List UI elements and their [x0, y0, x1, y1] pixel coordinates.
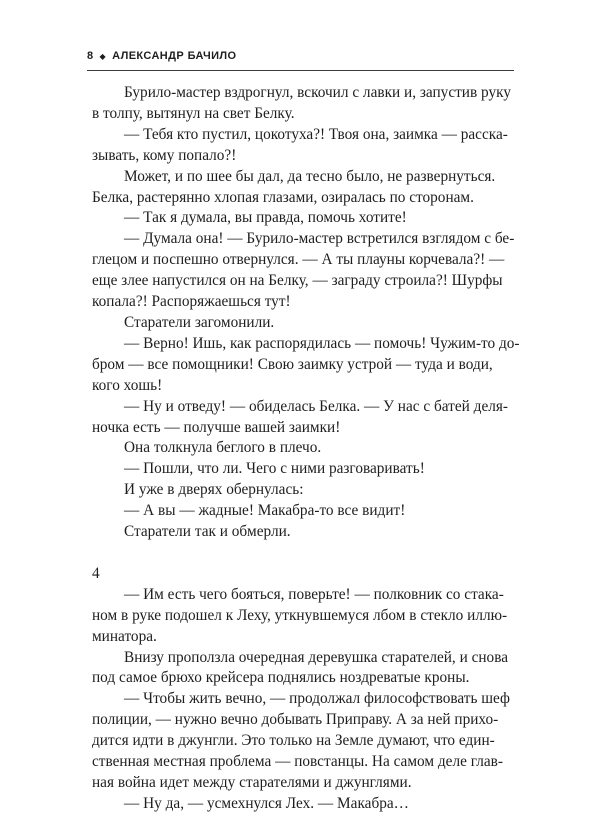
- text-line: копала?! Распоряжаешься тут!: [92, 293, 291, 311]
- text-line: — Пошли, что ли. Чего с ними разговаривать!: [124, 460, 425, 478]
- text-line: кого хошь!: [92, 376, 163, 394]
- diamond-separator-icon: ◆: [99, 52, 107, 61]
- text-line: ном в руке подошел к Леху, уткнувшемуся лбом в стекло иллю-: [92, 606, 508, 624]
- text-line: ственная местная проблема — повстанцы. На самом деле глав-: [92, 753, 503, 771]
- text-line: зывать, кому попало?!: [92, 146, 237, 164]
- page-number: 8: [87, 50, 94, 62]
- text-line: — А вы — жадные! Макабра-то все видит!: [124, 502, 406, 520]
- text-line: И уже в дверях обернулась:: [124, 481, 304, 499]
- text-line: в толпу, вытянул на свет Белку.: [92, 104, 295, 122]
- author-name: АЛЕКСАНДР БАЧИЛО: [112, 50, 237, 62]
- text-line: — Верно! Ишь, как распорядилась — помочь! Чужим-то до-: [124, 334, 520, 352]
- text-line: — Тебя кто пустил, цокотуха?! Твоя она, заимка — расска-: [124, 125, 508, 143]
- text-line: — Им есть чего бояться, поверьте! — полковник со стака-: [124, 585, 504, 603]
- text-line: — Думала она! — Бурило-мастер встретился взглядом с бе-: [124, 230, 515, 248]
- text-line: — Ну и отведу! — обиделась Белка. — У нас с батей деля-: [124, 397, 508, 415]
- text-line: еще злее напустился он на Белку, — заграду строила?! Шурфы: [92, 272, 503, 290]
- text-line: ная война идет между старателями и джунглями.: [92, 774, 412, 791]
- text-line: — Чтобы жить вечно, — продолжал философствовать шеф: [124, 690, 510, 708]
- text-line: бром — все помощники! Свою заимку устрой — туда и води,: [92, 355, 493, 373]
- text-line: — Ну да, — усмехнулся Лех. — Макабра…: [124, 794, 409, 812]
- page-body: [92, 83, 520, 815]
- text-line: минатора.: [92, 627, 157, 645]
- text-block-after-chapter: [92, 585, 520, 815]
- chapter-number: 4: [92, 564, 100, 582]
- text-line: — Так я думала, вы правда, помочь хотите!: [124, 209, 407, 227]
- text-line: Может, и по шее бы дал, да тесно было, не развернуться.: [124, 167, 496, 185]
- text-line: Бурило-мастер вздрогнул, вскочил с лавки и, запустив руку: [124, 84, 511, 101]
- text-line: Она толкнула беглого в плечо.: [124, 439, 322, 457]
- text-line: Старатели так и обмерли.: [124, 523, 291, 541]
- text-line: Старатели загомонили.: [124, 313, 275, 331]
- text-line: ночка есть — получше вашей заимки!: [92, 418, 341, 436]
- text-line: полиции, — нужно вечно добывать Приправу. А за ней прихо-: [92, 711, 499, 729]
- text-line: под самое брюхо крейсера поднялись ноздреватые кроны.: [92, 669, 470, 687]
- text-line: глецом и поспешно отвернулся. — А ты плауны корчевала?! —: [92, 251, 505, 269]
- text-line: Внизу проползла очередная деревушка старателей, и снова: [124, 648, 509, 666]
- running-header: [87, 50, 514, 71]
- text-block-before-chapter: [92, 83, 520, 543]
- text-line: дится идти в джунгли. Это только на Земле думают, что един-: [92, 732, 495, 750]
- text-line: Белка, растерянно хлопая глазами, озиралась по сторонам.: [92, 188, 474, 206]
